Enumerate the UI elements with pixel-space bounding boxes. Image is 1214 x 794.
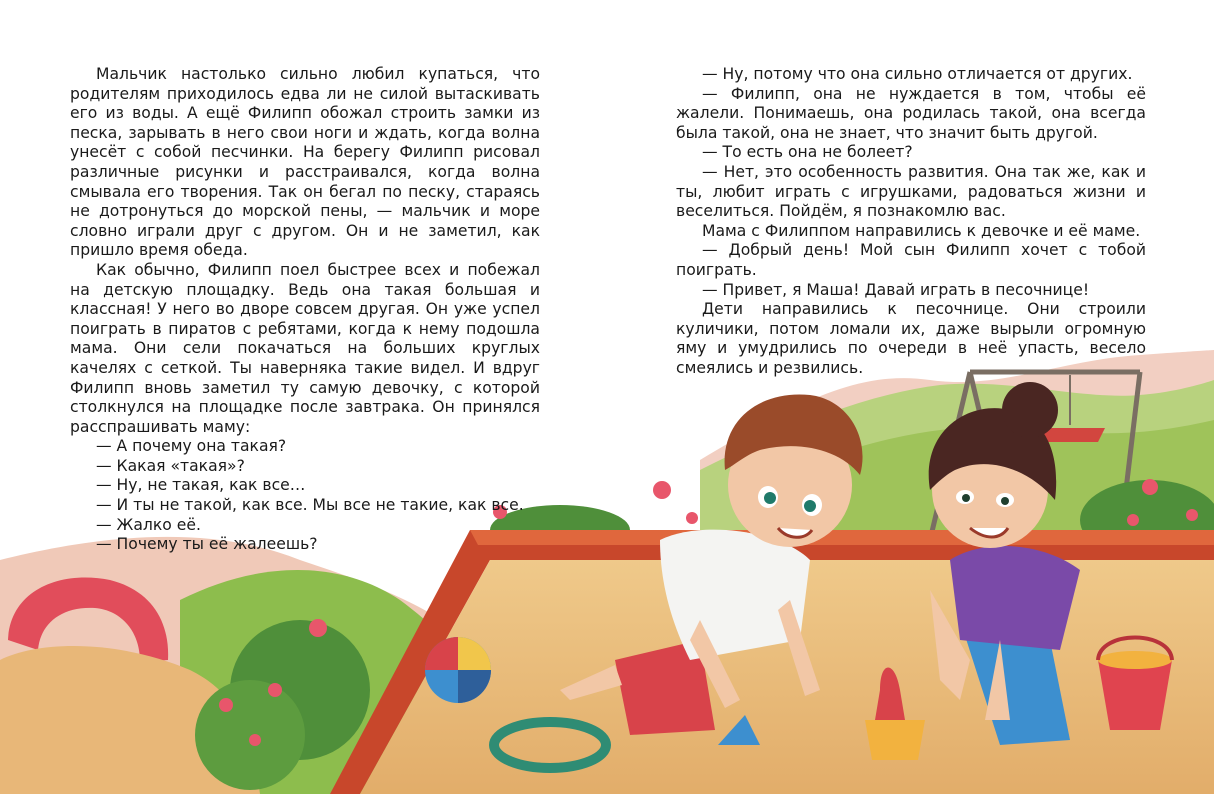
dialogue-line: — Добрый день! Мой сын Филипп хочет с тобой поиграть. [676,241,1146,279]
dialogue-line: — Привет, я Маша! Давай играть в песочнице! [702,280,1090,299]
dialogue-line: — То есть она не болеет? [702,143,913,162]
dialogue-line: — Ну, не такая, как все… [96,476,306,495]
swing-seat [1040,428,1105,442]
dialogue-line: — Ну, потому что она сильно отличается от других. [702,65,1133,83]
dialogue-line: — Почему ты её жалеешь? [96,535,318,554]
paragraph: Мама с Филиппом направились к девочке и её маме. [702,221,1141,240]
paragraph: Как обычно, Филипп поел быстрее всех и побежал на детскую площадку. Ведь она такая большая и классная! У него во дворе совсем другая. Он уже успел поиграть в пиратов с ребятами, когда к нему подошла мама. Они сели покачаться на больших круглых качелях с сеткой. Ты наверняка такие видел. И вдруг Филипп вновь заметил ту самую девочку, с которой столкнулся на площадке после завтрака. Он принялся расспрашивать маму: [70,260,540,436]
paragraph: Дети направились к песочнице. Они строили куличики, потом ломали их, даже вырыли огромную яму и умудрились по очереди в неё упасть, весело смеялись и резвились. [676,300,1146,377]
left-text-column [70,65,540,555]
right-text-column [676,65,1146,379]
dialogue-line: — Нет, это особенность развития. Она так же, как и ты, любит играть с игрушками, радоваться жизни и веселиться. Пойдём, я познакомлю вас. [676,162,1146,221]
dialogue-line: — И ты не такой, как все. Мы все не такие, как все. [96,496,524,515]
dialogue-line: — Жалко её. [96,515,201,534]
dialogue-line: — Какая «такая»? [96,456,245,475]
beach-ball [425,637,491,703]
paragraph: Мальчик настолько сильно любил купаться, что родителям приходилось едва ли не силой вытаскивать его из воды. А ещё Филипп обожал строить замки из песка, зарывать в него свои ноги и ждать, когда волна унесёт с собой песчинки. На берегу Филипп рисовал различные рисунки и расстраивался, когда волна смывала его творения. Так он бегал по песку, стараясь не дотронуться до морской пены, — мальчик и море словно играли друг с другом. Он и не заметил, как пришло время обеда. [70,65,540,260]
dialogue-line: — А почему она такая? [96,437,287,456]
sandbox-border-top [470,530,1214,545]
dialogue-line: — Филипп, она не нуждается в том, чтобы её жалели. Понимаешь, она родилась такой, она всегда была такой, она не знает, что значит быть другой. [676,84,1146,142]
